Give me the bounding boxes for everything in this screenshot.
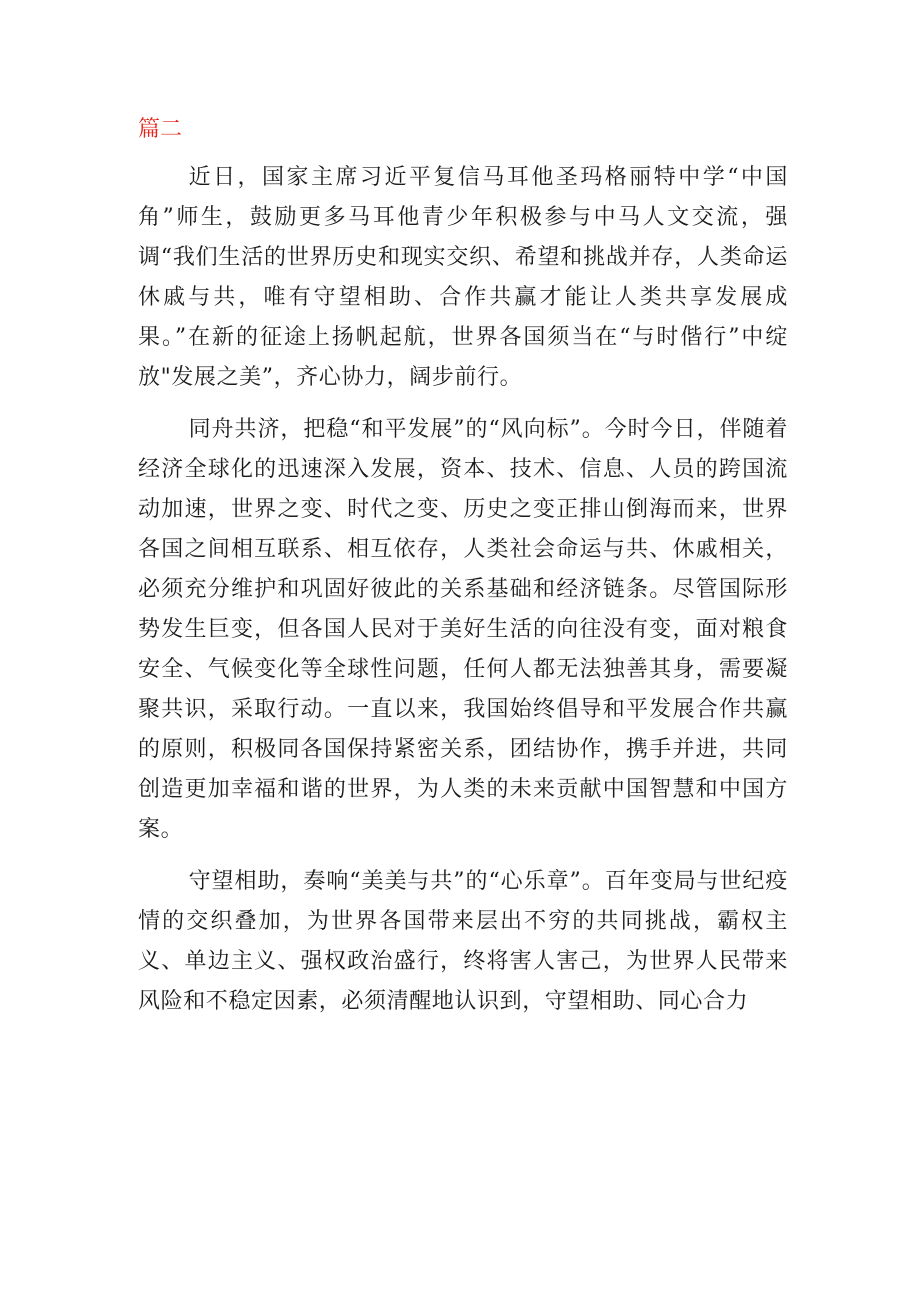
paragraph: 守望相助，奏响“美美与共”的“心乐章”。百年变局与世纪疫情的交织叠加，为世界各国带来层出不穷的共同挑战，霸权主义、单边主义、强权政治盛行，终将害人害己，为世界人民带来风险和不稳定因素，必须清醒地认识到，守望相助、同心合力 [138, 869, 788, 1014]
paragraph: 同舟共济，把稳“和平发展”的“风向标”。今时今日，伴随着经济全球化的迅速深入发展，资本、技术、信息、人员的跨国流动加速，世界之变、时代之变、历史之变正排山倒海而来，世界各国之间相互联系、相互依存，人类社会命运与共、休戚相关，必须充分维护和巩固好彼此的关系基础和经济链条。尽管国际形势发生巨变，但各国人民对于美好生活的向往没有变，面对粮食安全、气候变化等全球性问题，任何人都无法独善其身，需要凝聚共识，采取行动。一直以来，我国始终倡导和平发展合作共赢的原则，积极同各国保持紧密关系，团结协作，携手并进，共同创造更加幸福和谐的世界，为人类的未来贡献中国智慧和中国方案。 [138, 417, 788, 842]
paragraph: 近日，国家主席习近平复信马耳他圣玛格丽特中学“中国角”师生，鼓励更多马耳他青少年积极参与中马人文交流，强调“我们生活的世界历史和现实交织、希望和挑战并存，人类命运休戚与共，唯有守望相助、合作共赢才能让人类共享发展成果。”在新的征途上扬帆起航，世界各国须当在“与时偕行”中绽放"发展之美”，齐心协力，阔步前行。 [138, 165, 788, 390]
section-heading: 篇二 [138, 117, 183, 142]
article-body [138, 158, 788, 1034]
